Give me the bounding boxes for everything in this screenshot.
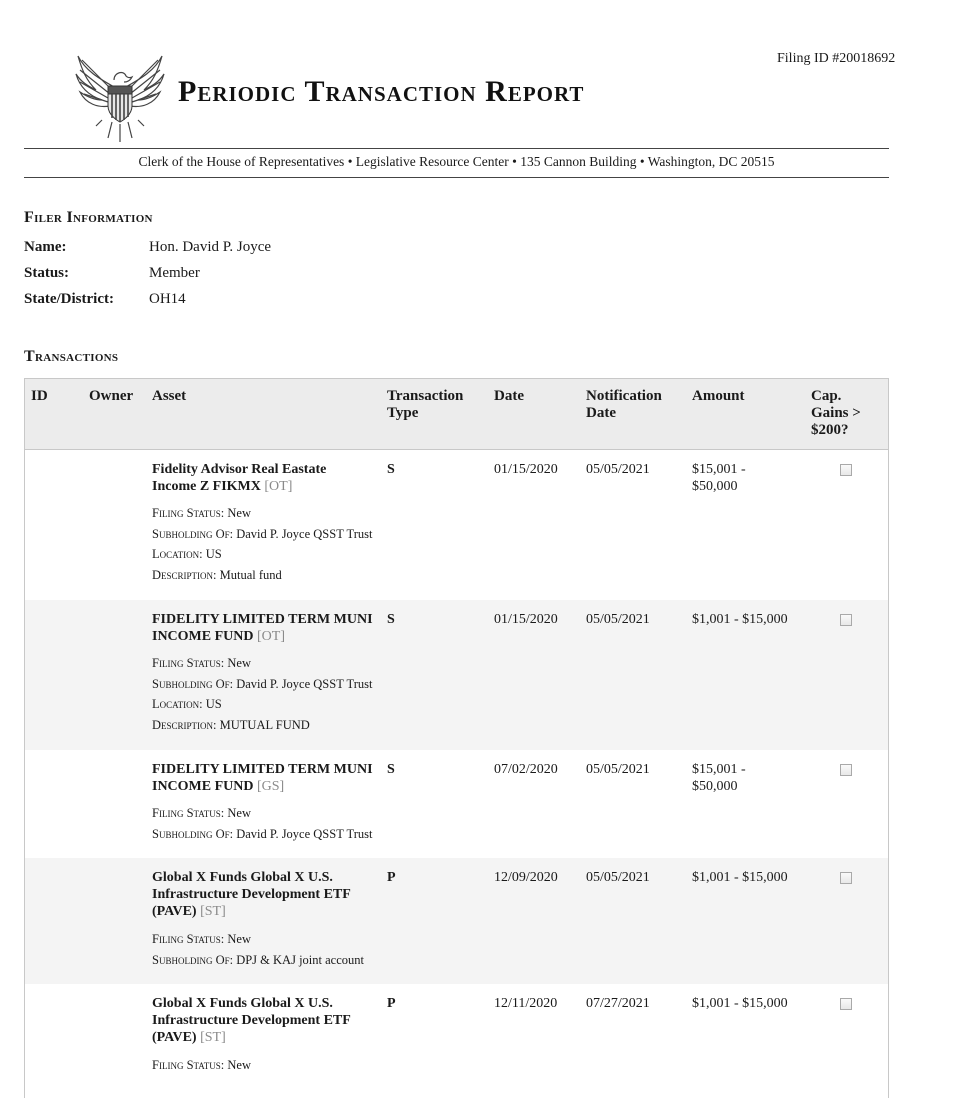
asset-details (152, 653, 372, 736)
notification-date: 05/05/2021 (586, 870, 650, 885)
transaction-date: 01/15/2020 (494, 462, 558, 477)
asset-name-line: Fidelity Advisor Real Eastate (152, 462, 327, 477)
col-header-transaction-type-line1: Transaction (387, 388, 464, 404)
filer-name-label: Name: (24, 239, 67, 255)
description-label: Description: (152, 568, 217, 583)
col-header-notification-date (586, 388, 662, 422)
col-header-transaction-type (387, 388, 463, 422)
table-header (25, 379, 888, 450)
amount-line: $1,001 - $15,000 (692, 870, 788, 885)
subholding-label: Subholding Of: (152, 952, 234, 967)
transaction-type: S (387, 462, 395, 477)
filer-name-value: Hon. David P. Joyce (149, 239, 272, 255)
col-header-amount: Amount (692, 388, 745, 404)
location-label: Location: (152, 547, 203, 562)
asset-name-line: INCOME FUND (152, 779, 254, 794)
filer-name-row (24, 239, 271, 256)
subholding-value: David P. Joyce QSST Trust (236, 676, 373, 691)
asset-name-line: Global X Funds Global X U.S. (152, 870, 333, 885)
description-line (152, 565, 372, 586)
subholding-line (152, 824, 372, 845)
transactions-heading: Transactions (24, 348, 119, 365)
transaction-type: S (387, 612, 395, 627)
asset-cell (152, 611, 382, 645)
subholding-label: Subholding Of: (152, 676, 234, 691)
asset-name-line: (PAVE) (152, 1030, 197, 1045)
asset-name-line: (PAVE) (152, 904, 197, 919)
subholding-line (152, 524, 372, 545)
filer-status-row (24, 265, 200, 282)
location-line (152, 544, 372, 565)
header-rule-bottom (24, 177, 889, 178)
subholding-line (152, 674, 372, 695)
asset-type-code: [GS] (257, 779, 285, 794)
cap-gains-checkbox[interactable] (840, 998, 852, 1010)
asset-cell (152, 869, 382, 920)
subholding-label: Subholding Of: (152, 826, 234, 841)
amount (692, 869, 788, 886)
location-label: Location: (152, 697, 203, 712)
description-value: MUTUAL FUND (219, 718, 310, 733)
filer-district-label: State/District: (24, 291, 114, 307)
subholding-line (152, 950, 364, 971)
location-line (152, 694, 372, 715)
report-title: Periodic Transaction Report (178, 75, 585, 108)
asset-name-line: Income Z FIKMX (152, 479, 261, 494)
transaction-date: 01/15/2020 (494, 612, 558, 627)
table-row (25, 450, 888, 600)
notification-date: 05/05/2021 (586, 612, 650, 627)
filing-status-value: New (227, 656, 252, 670)
filing-status-label: Filing Status: (152, 656, 225, 670)
amount-line: $50,000 (692, 479, 738, 494)
amount (692, 461, 746, 495)
description-line (152, 715, 372, 736)
col-header-date: Date (494, 388, 524, 404)
transaction-date: 12/11/2020 (494, 996, 558, 1011)
col-header-cap-line1: Cap. (811, 388, 842, 404)
filing-status-value: New (227, 806, 252, 820)
asset-details (152, 803, 372, 844)
cap-gains-checkbox[interactable] (840, 764, 852, 776)
amount-line: $1,001 - $15,000 (692, 612, 788, 627)
subholding-value: David P. Joyce QSST Trust (236, 826, 373, 841)
filing-status-value: New (227, 1058, 252, 1072)
table-row (25, 600, 888, 750)
filing-status-label: Filing Status: (152, 932, 225, 946)
location-value: US (205, 697, 222, 712)
filer-district-row (24, 291, 186, 308)
asset-cell (152, 995, 382, 1046)
asset-type-code: [OT] (264, 479, 293, 494)
eagle-seal-icon (72, 50, 168, 146)
filing-status-line (152, 1055, 251, 1076)
header-rule-top (24, 148, 889, 149)
asset-name-line: FIDELITY LIMITED TERM MUNI (152, 762, 373, 777)
amount (692, 761, 746, 795)
filing-status-line (152, 653, 372, 674)
filing-status-value: New (227, 506, 252, 520)
filing-status-value: New (227, 932, 252, 946)
transaction-date: 12/09/2020 (494, 870, 558, 885)
asset-details (152, 1055, 251, 1076)
filer-information-heading: Filer Information (24, 209, 153, 226)
col-header-owner: Owner (89, 388, 134, 404)
filing-status-line (152, 803, 372, 824)
clerk-address-line: Clerk of the House of Representatives • Legislative Resource Center • 135 Cannon Building • Washington, DC 20515 (138, 154, 775, 169)
col-header-id: ID (31, 388, 48, 404)
transaction-type: P (387, 870, 396, 885)
description-value: Mutual fund (219, 568, 282, 583)
subholding-value: David P. Joyce QSST Trust (236, 526, 373, 541)
table-row (25, 984, 888, 1098)
col-header-asset: Asset (152, 388, 187, 404)
cap-gains-checkbox[interactable] (840, 614, 852, 626)
transaction-type: P (387, 996, 396, 1011)
amount-line: $15,001 - (692, 462, 746, 477)
asset-name-line: INCOME FUND (152, 629, 254, 644)
filing-id: Filing ID #20018692 (777, 51, 896, 66)
transaction-date: 07/02/2020 (494, 762, 558, 777)
filing-status-line (152, 503, 372, 524)
asset-name-line: Infrastructure Development ETF (152, 1013, 351, 1028)
asset-name-line: FIDELITY LIMITED TERM MUNI (152, 612, 373, 627)
asset-cell (152, 761, 382, 795)
table-row (25, 858, 888, 984)
transaction-type: S (387, 762, 395, 777)
filer-district-value: OH14 (149, 291, 186, 307)
asset-details (152, 929, 364, 970)
filer-status-value: Member (149, 265, 200, 281)
col-header-cap-line3: $200? (811, 422, 849, 438)
table-row (25, 750, 888, 858)
subholding-value: DPJ & KAJ joint account (236, 952, 364, 967)
filer-status-label: Status: (24, 265, 70, 281)
notification-date: 05/05/2021 (586, 462, 650, 477)
asset-type-code: [OT] (257, 629, 285, 644)
notification-date: 07/27/2021 (586, 996, 650, 1011)
col-header-notification-line2: Date (586, 405, 616, 421)
description-label: Description: (152, 718, 217, 733)
amount-line: $15,001 - (692, 762, 746, 777)
asset-name-line: Infrastructure Development ETF (152, 887, 351, 902)
filing-status-line (152, 929, 364, 950)
subholding-label: Subholding Of: (152, 526, 234, 541)
amount-line: $50,000 (692, 779, 738, 794)
amount-line: $1,001 - $15,000 (692, 996, 788, 1011)
amount (692, 611, 788, 628)
filing-status-label: Filing Status: (152, 506, 225, 520)
col-header-notification-line1: Notification (586, 388, 662, 404)
transactions-table (24, 378, 889, 1098)
asset-type-code: [ST] (200, 1030, 226, 1045)
cap-gains-checkbox[interactable] (840, 872, 852, 884)
filing-status-label: Filing Status: (152, 1058, 225, 1072)
location-value: US (205, 547, 222, 562)
asset-details (152, 503, 372, 586)
filing-status-label: Filing Status: (152, 806, 225, 820)
asset-name-line: Global X Funds Global X U.S. (152, 996, 333, 1011)
col-header-transaction-type-line2: Type (387, 405, 419, 421)
cap-gains-checkbox[interactable] (840, 464, 852, 476)
asset-type-code: [ST] (200, 904, 226, 919)
col-header-cap-line2: Gains > (811, 405, 861, 421)
amount (692, 995, 788, 1012)
col-header-cap-gains (811, 388, 861, 439)
notification-date: 05/05/2021 (586, 762, 650, 777)
asset-cell (152, 461, 382, 495)
